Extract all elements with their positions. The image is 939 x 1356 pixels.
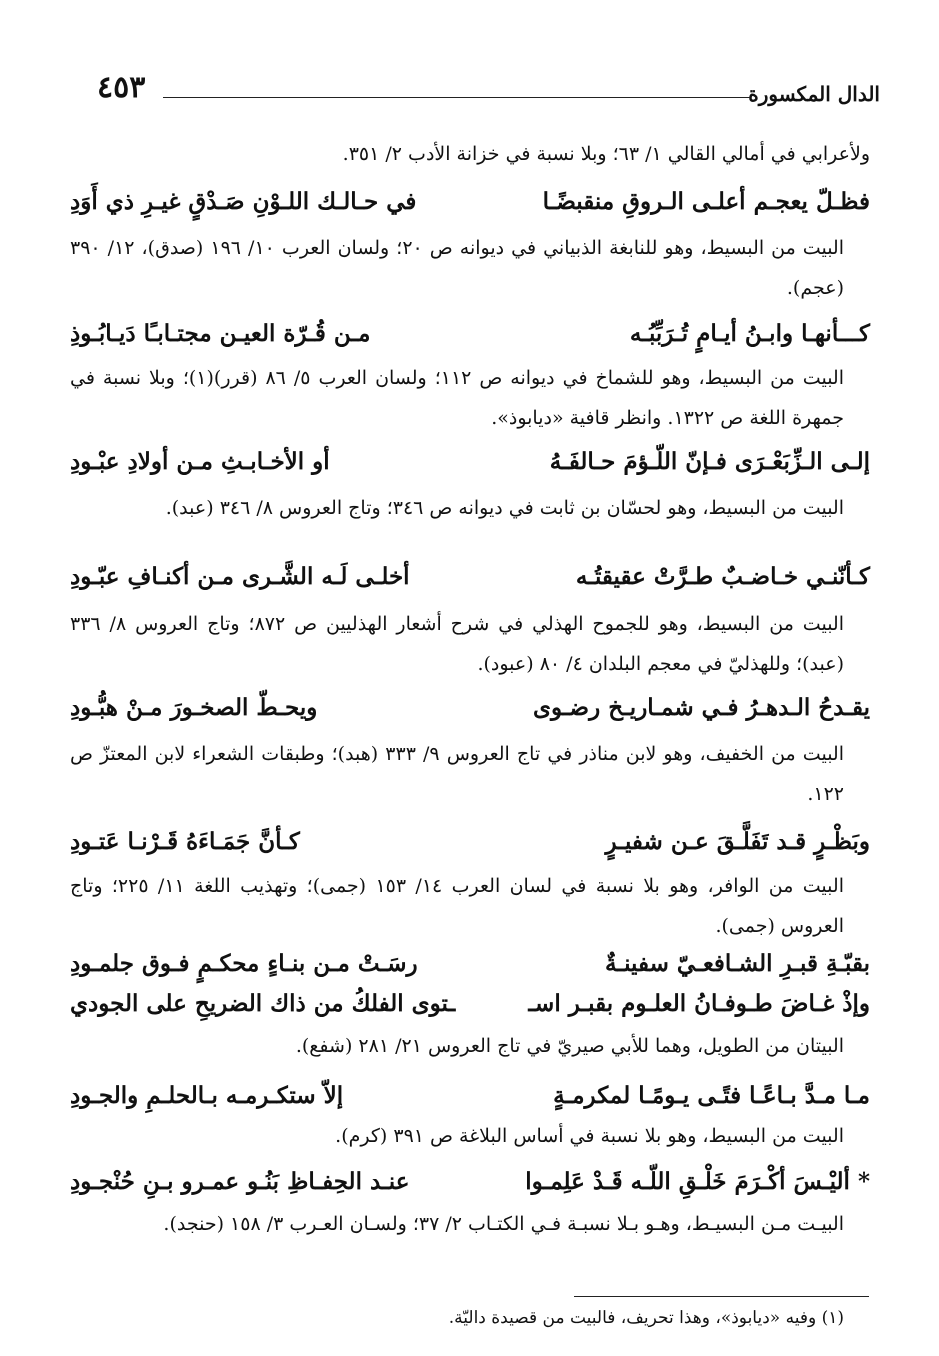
running-title: الدال المكسورة bbox=[748, 82, 880, 106]
verse-first-hemistich: فظـلّ يعجـم أعلـى الـروقِ منقبضًـا bbox=[542, 188, 870, 215]
note-6: البيت من البسيط، وهو لحسّان بن ثابت في ديوانه ص ٣٤٦؛ وتاج العروس ٨/ ٣٤٦ (عبد). bbox=[165, 497, 844, 519]
note-10: البيت من الخفيف، وهو لابن مناذر في تاج العروس ٩/ ٣٣٣ (هبد)؛ وطبقات الشعراء لابن المعتزّ ص ١٢٢. bbox=[70, 743, 844, 805]
footnote-rule bbox=[574, 1296, 869, 1297]
star-marker: * bbox=[857, 1168, 870, 1195]
note-12: البيت من الوافر، وهو بلا نسبة في لسان العرب ١٤/ ١٥٣ (جمى)؛ وتهذيب اللغة ١١/ ٢٢٥؛ وتاج العروس (جمى). bbox=[70, 875, 844, 937]
verse-9 bbox=[70, 686, 870, 730]
verse-first-hemistich: مـا مـدَّ بـاعًـا فتًـى يـومًـا لمكرمـةٍ bbox=[553, 1082, 870, 1109]
verse-second-hemistich: ويحـطّ الصخـورَ مـنْ هبُّـودِ bbox=[70, 694, 318, 721]
verse-18 bbox=[70, 1160, 870, 1204]
header-rule bbox=[163, 97, 750, 98]
verse-first-hemistich bbox=[525, 1160, 870, 1204]
page-number: ٤٥٣ bbox=[97, 70, 146, 105]
verse-first-hemistich: كـــأنهـا وابـنُ أيـامٍ تُـرَبِّبُـه bbox=[629, 320, 870, 347]
verse-first-hemistich: كـأنّنـي خـاضـبٌ طـرَّتْ عقيقتُـه bbox=[575, 563, 870, 590]
verse-1 bbox=[70, 180, 870, 224]
note-4: البيت من البسيط، وهو للشماخ في ديوانه ص ١١٢؛ ولسان العرب ٥/ ٨٦ (قرر)(١)؛ وبلا نسبة في جمهرة اللغة ص ١٣٢٢. وانظر قافية «ديابوذ». bbox=[70, 367, 844, 429]
verse-7 bbox=[70, 555, 870, 599]
note-2: البيت من البسيط، وهو للنابغة الذبياني في ديوانه ص ٢٠؛ ولسان العرب ١٠/ ١٩٦ (صدق)، ١٢/ ٣٩٠ (عجم). bbox=[70, 237, 845, 299]
footnote: (١) وفيه «ديابوذ»، وهذا تحريف، فالبيت من قصيدة داليّة. bbox=[448, 1308, 844, 1328]
verse-13 bbox=[70, 942, 870, 986]
verse-second-hemistich: مـن قُـرّة العيـن مجتـابـًا دَيـابُـوذِ bbox=[70, 320, 371, 347]
verse-3 bbox=[70, 312, 870, 356]
page-header bbox=[85, 70, 880, 110]
note-17: البيت من البسيط، وهو بلا نسبة في أساس البلاغة ص ٣٩١ (كرم). bbox=[335, 1125, 844, 1147]
verse-second-hemistich: أخلـى لَـه الشَّـرى مـن أكنـافِ عبّـودِ bbox=[70, 563, 410, 590]
note-19: البيـت مـن البسيـط، وهـو بـلا نسبـة فـي الكتـاب ٢/ ٣٧؛ ولسـان العـرب ٣/ ١٥٨ (حنجد). bbox=[163, 1213, 844, 1235]
verse-16 bbox=[70, 1074, 870, 1118]
verse-first-hemistich: وإذْ غـاضَ طـوفـانُ العلـوم بقبـر اسـ bbox=[528, 990, 870, 1017]
verse-second-hemistich: في حـالـك اللـوْنِ صَـدْقٍ غيـرِ ذي أَوَدِ bbox=[70, 188, 417, 215]
verse-second-hemistich: ـتوى الفلكُ من ذاك الضريحِ على الجودي bbox=[70, 990, 456, 1017]
verse-14 bbox=[70, 982, 870, 1026]
verse-first-hemistich: يقـدحُ الـدهـرُ فـي شمـاريـخ رضـوى bbox=[532, 694, 870, 721]
verse-second-hemistich: أو الأخـابـثِ مـن أولادِ عبْـودِ bbox=[70, 448, 330, 475]
note-15: البيتان من الطويل، وهما للأبي صيريّ في تاج العروس ٢١/ ٢٨١ (شفع). bbox=[295, 1035, 844, 1057]
verse-second-hemistich: كـأنَّ جَمَـاءَهُ قَـرْنـا عَتـودِ bbox=[70, 828, 300, 855]
verse-11 bbox=[70, 820, 870, 864]
verse-5 bbox=[70, 440, 870, 484]
verse-second-hemistich: رسَـتْ مـن بنـاءٍ محكـمٍ فـوق جلمـودِ bbox=[70, 950, 418, 977]
verse-second-hemistich: عنـد الحِفـاظِ بَنُـو عمـرو بـنِ حُنْجـودِ bbox=[70, 1168, 410, 1195]
verse-first-hemistich: إلـى الـزِّبَعْـرَى فـإنّ اللّـؤمَ حـالفَـهُ bbox=[549, 448, 870, 475]
note-0: ولأعرابي في أمالي القالي ١/ ٦٣؛ وبلا نسبة في خزانة الأدب ٢/ ٣٥١. bbox=[342, 143, 870, 165]
verse-second-hemistich: إلاّ ستكـرمـه بـالحلـمِ والجـودِ bbox=[70, 1082, 344, 1109]
verse-first-hemistich: بقبّـةِ قبـرِ الشـافعـيّ سفينـةٌ bbox=[605, 950, 870, 977]
verse-first-hemistich: وبَظْـرٍ قـد تَفَلَّـقَ عـن شفيـرٍ bbox=[605, 828, 870, 855]
verse-first-text: أليْـسَ أكْـرَمَ خَلْـقِ اللّـه قَـدْ عَلِمـوا bbox=[525, 1168, 850, 1195]
note-8: البيت من البسيط، وهو للجموح الهذلي في شرح أشعار الهذليين ص ٨٧٢؛ وتاج العروس ٨/ ٣٣٦ (عبد)؛ وللهذليّ في معجم البلدان ٤/ ٨٠ (عبود). bbox=[70, 613, 844, 675]
